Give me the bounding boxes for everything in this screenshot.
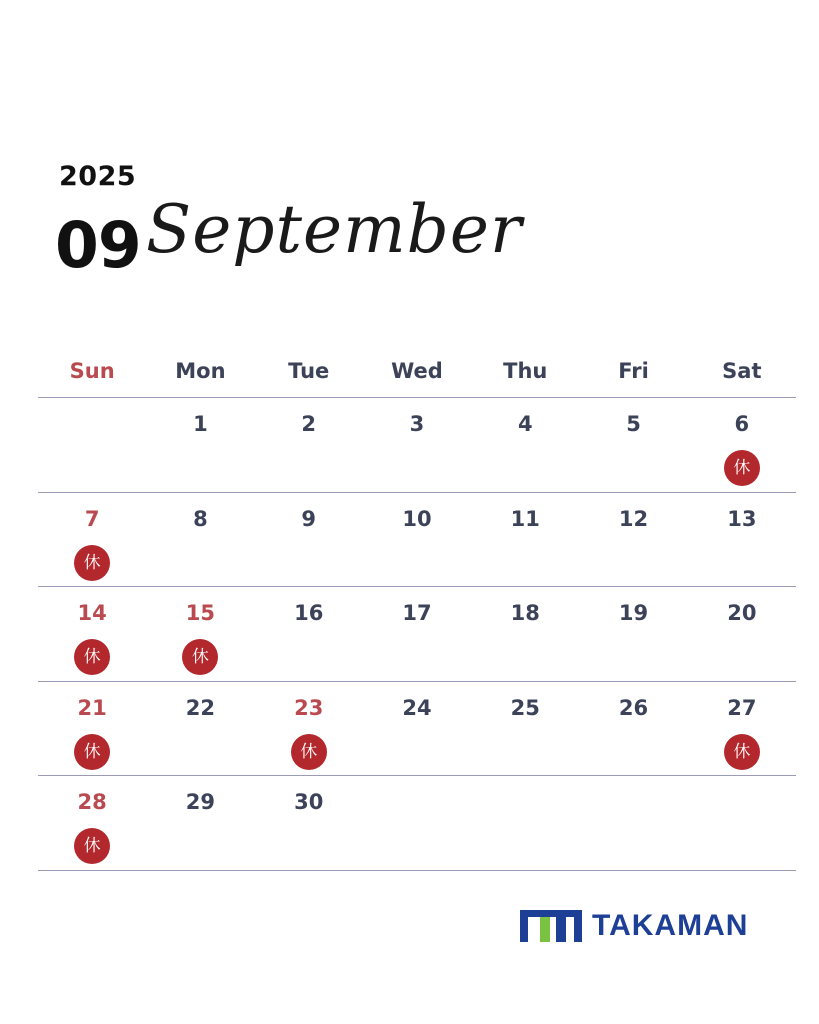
day-cell bbox=[363, 682, 471, 776]
day-cell bbox=[688, 398, 796, 492]
day-number: 1 bbox=[193, 412, 208, 436]
day-cell bbox=[38, 398, 146, 492]
day-number: 27 bbox=[727, 695, 757, 720]
weekday-header-row bbox=[38, 345, 796, 397]
day-cell bbox=[688, 587, 796, 681]
day-cell bbox=[38, 682, 146, 776]
day-cell bbox=[579, 493, 687, 587]
day-cell bbox=[255, 587, 363, 681]
day-cell bbox=[579, 398, 687, 492]
closed-day-badge: 休 bbox=[74, 734, 110, 770]
weekday-mon: Mon bbox=[175, 359, 226, 383]
day-cell bbox=[363, 493, 471, 587]
day-number: 17 bbox=[402, 601, 432, 625]
day-cell bbox=[38, 493, 146, 587]
day-cell bbox=[38, 776, 146, 870]
logo-text: TAKAMAN bbox=[592, 909, 749, 942]
day-number: 3 bbox=[409, 412, 425, 436]
day-number: 5 bbox=[626, 412, 641, 436]
day-cell bbox=[579, 776, 687, 870]
closed-day-badge: 休 bbox=[724, 450, 760, 486]
day-number: 26 bbox=[618, 695, 649, 720]
day-cell bbox=[688, 493, 796, 587]
day-number: 13 bbox=[727, 506, 757, 531]
month-name: September bbox=[146, 191, 523, 268]
closed-day-badge: 休 bbox=[74, 545, 110, 581]
day-number: 7 bbox=[84, 506, 100, 531]
day-number: 20 bbox=[727, 601, 757, 625]
day-cell bbox=[38, 587, 146, 681]
day-number: 28 bbox=[77, 790, 107, 814]
day-cell bbox=[579, 587, 687, 681]
closed-day-badge: 休 bbox=[291, 734, 327, 770]
week-row bbox=[38, 397, 796, 492]
day-cell bbox=[363, 398, 471, 492]
day-cell bbox=[471, 587, 579, 681]
day-cell bbox=[146, 682, 254, 776]
takaman-logo bbox=[520, 908, 748, 944]
weekday-wed: Wed bbox=[391, 359, 443, 383]
day-cell bbox=[146, 587, 254, 681]
day-number: 23 bbox=[294, 695, 324, 720]
day-cell bbox=[471, 398, 579, 492]
day-number: 2 bbox=[301, 412, 317, 436]
day-cell bbox=[688, 776, 796, 870]
day-number: 9 bbox=[301, 506, 317, 531]
day-number: 22 bbox=[185, 695, 216, 720]
week-row bbox=[38, 775, 796, 871]
day-number: 29 bbox=[185, 790, 216, 814]
week-row bbox=[38, 681, 796, 776]
day-number: 21 bbox=[77, 695, 107, 720]
weeks-container bbox=[38, 397, 796, 871]
day-cell bbox=[471, 493, 579, 587]
day-number: 14 bbox=[77, 601, 107, 625]
day-cell bbox=[146, 493, 254, 587]
day-cell bbox=[255, 493, 363, 587]
day-number: 15 bbox=[185, 601, 216, 625]
day-number: 6 bbox=[734, 412, 750, 436]
day-number: 10 bbox=[402, 506, 432, 531]
weekday-thu: Thu bbox=[503, 359, 548, 383]
day-number: 16 bbox=[294, 601, 324, 625]
day-number: 30 bbox=[294, 790, 324, 814]
year-label: 2025 bbox=[59, 161, 137, 192]
day-cell bbox=[363, 776, 471, 870]
day-cell bbox=[255, 682, 363, 776]
day-number: 24 bbox=[402, 695, 432, 720]
day-cell bbox=[688, 682, 796, 776]
day-cell bbox=[255, 398, 363, 492]
day-number: 4 bbox=[517, 412, 533, 436]
closed-day-badge: 休 bbox=[182, 639, 218, 675]
closed-day-badge: 休 bbox=[74, 639, 110, 675]
day-number: 8 bbox=[193, 506, 208, 531]
weekday-sat: Sat bbox=[722, 359, 762, 383]
day-cell bbox=[255, 776, 363, 870]
weekday-fri: Fri bbox=[618, 359, 649, 383]
day-number: 11 bbox=[510, 506, 540, 531]
day-cell bbox=[579, 682, 687, 776]
closed-day-badge: 休 bbox=[74, 828, 110, 864]
day-number: 12 bbox=[618, 506, 649, 531]
takaman-logo-mark-icon bbox=[520, 910, 582, 942]
day-cell bbox=[471, 682, 579, 776]
weekday-tue: Tue bbox=[288, 359, 330, 383]
day-number: 19 bbox=[618, 601, 649, 625]
closed-day-badge: 休 bbox=[724, 734, 760, 770]
day-number: 25 bbox=[510, 695, 540, 720]
week-row bbox=[38, 586, 796, 681]
month-number: 09 bbox=[55, 209, 141, 282]
weekday-sun: Sun bbox=[69, 359, 115, 383]
calendar-grid bbox=[38, 345, 796, 871]
day-cell bbox=[363, 587, 471, 681]
day-number: 18 bbox=[510, 601, 540, 625]
day-cell bbox=[146, 776, 254, 870]
day-cell bbox=[471, 776, 579, 870]
day-cell bbox=[146, 398, 254, 492]
week-row bbox=[38, 492, 796, 587]
